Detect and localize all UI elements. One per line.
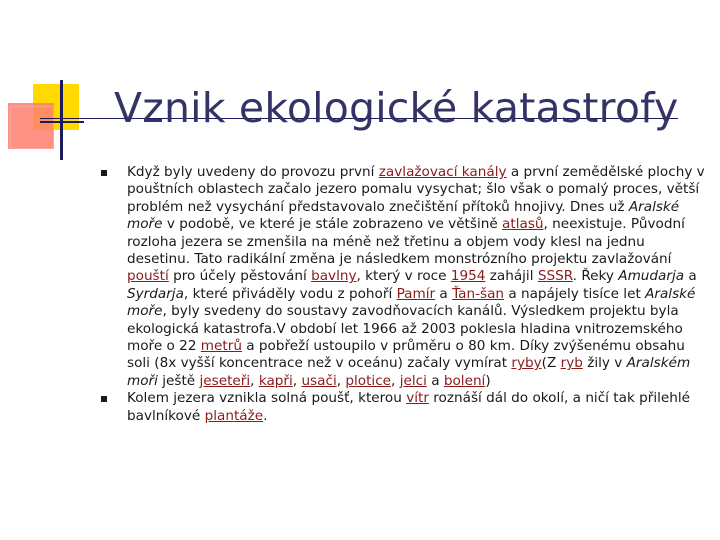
wiki-link[interactable]: zavlažovací kanály	[378, 164, 507, 180]
text-run: )	[485, 372, 491, 389]
decorative-vertical-rule	[60, 80, 63, 160]
text-run: a	[684, 268, 697, 285]
text-run: ,	[336, 372, 346, 389]
wiki-link[interactable]: pouští	[127, 268, 169, 285]
italic-term: Aralském moři	[127, 355, 691, 389]
text-run: roznáší dál do okolí, a ničí tak přilehlé bavlníkové	[127, 390, 691, 424]
bullet-square-icon	[101, 170, 107, 176]
bullet-text-2	[127, 390, 708, 425]
wiki-link[interactable]: atlasů	[502, 216, 544, 233]
text-run: . Řeky	[572, 268, 619, 285]
text-run: , který v roce	[356, 268, 451, 285]
bullet-square-icon	[101, 396, 107, 402]
text-run: ještě	[157, 372, 200, 389]
text-run: , neexistuje. Původní rozloha jezera se zmenšila na méně než třetinu a objem vody klesl na jednu desetinu. Tato radikální změna je následkem monstrózního projektu zavlažování	[127, 216, 685, 268]
wiki-link[interactable]: Pamír	[396, 285, 436, 302]
wiki-link[interactable]: metrů	[200, 338, 242, 355]
decorative-pink-outline	[10, 106, 54, 149]
text-run: Když byly uvedeny do provozu první	[127, 164, 379, 180]
slide-title: Vznik ekologické katastrofy	[114, 84, 679, 132]
wiki-link[interactable]: ryby	[511, 355, 542, 372]
wiki-link[interactable]: plantáže	[204, 407, 264, 424]
wiki-link[interactable]: vítr	[406, 390, 429, 407]
text-run: Kolem jezera vznikla solná poušť, kterou	[127, 390, 407, 407]
italic-term: Aralské moře	[127, 285, 696, 320]
bullet-item-2	[100, 390, 708, 425]
wiki-link[interactable]: ryb	[560, 355, 583, 372]
text-run: a	[426, 372, 444, 389]
wiki-link[interactable]: SSSR	[537, 268, 573, 285]
text-run: a napájely tisíce let	[504, 285, 646, 302]
title-underline-accent	[40, 121, 84, 123]
italic-term: Syrdarja	[127, 285, 184, 302]
bullet-item-1	[100, 164, 708, 390]
wiki-link[interactable]: jeseteři	[199, 372, 251, 389]
text-run: a první zemědělské plochy v pouštních oblastech začalo jezero pomalu vysychat; šlo však o pomalý proces, větší problém než vysychání představovalo znečištění přítoků hnojivy. Dnes už	[127, 164, 705, 215]
text-run: pro účely pěstování	[168, 268, 312, 285]
wiki-link[interactable]: jelci	[399, 372, 427, 389]
wiki-link[interactable]: kapři	[258, 372, 293, 389]
text-run: a	[435, 285, 453, 302]
text-run: ,	[292, 372, 302, 389]
italic-term: Amudarja	[618, 268, 685, 285]
wiki-link[interactable]: usači	[301, 372, 337, 389]
wiki-link[interactable]: Ťan-šan	[452, 285, 505, 302]
text-run: ,	[391, 372, 400, 389]
text-run: zahájil	[485, 268, 538, 285]
bullet-text-1	[127, 164, 708, 390]
text-run: žily v	[582, 355, 627, 372]
wiki-link[interactable]: bavlny	[311, 268, 357, 285]
text-run: ,	[250, 372, 259, 389]
wiki-link[interactable]: bolení	[443, 372, 486, 389]
text-run: (Z	[541, 355, 561, 372]
text-run: .	[263, 407, 268, 424]
text-run: , byly svedeny do soustavy zavodňovacích kanálů. Výsledkem projektu byla ekologická katastrofa.V období let 1966 až 2003 poklesla hladina vnitrozemského moře o 22	[127, 303, 683, 355]
italic-term: Aralské moře	[127, 198, 680, 233]
text-run: v podobě, ve které je stále zobrazeno ve většině	[162, 216, 503, 233]
text-run: , které přiváděly vodu z pohoří	[183, 285, 397, 302]
text-run: a pobřeží ustoupilo v průměru o 80 km. Díky zvýšenému obsahu soli (8x vyšší koncentrace než v oceánu) začaly vymírat	[127, 338, 685, 372]
wiki-link[interactable]: plotice	[345, 372, 392, 389]
wiki-link[interactable]: 1954	[450, 268, 486, 285]
bullet-list	[100, 164, 708, 425]
